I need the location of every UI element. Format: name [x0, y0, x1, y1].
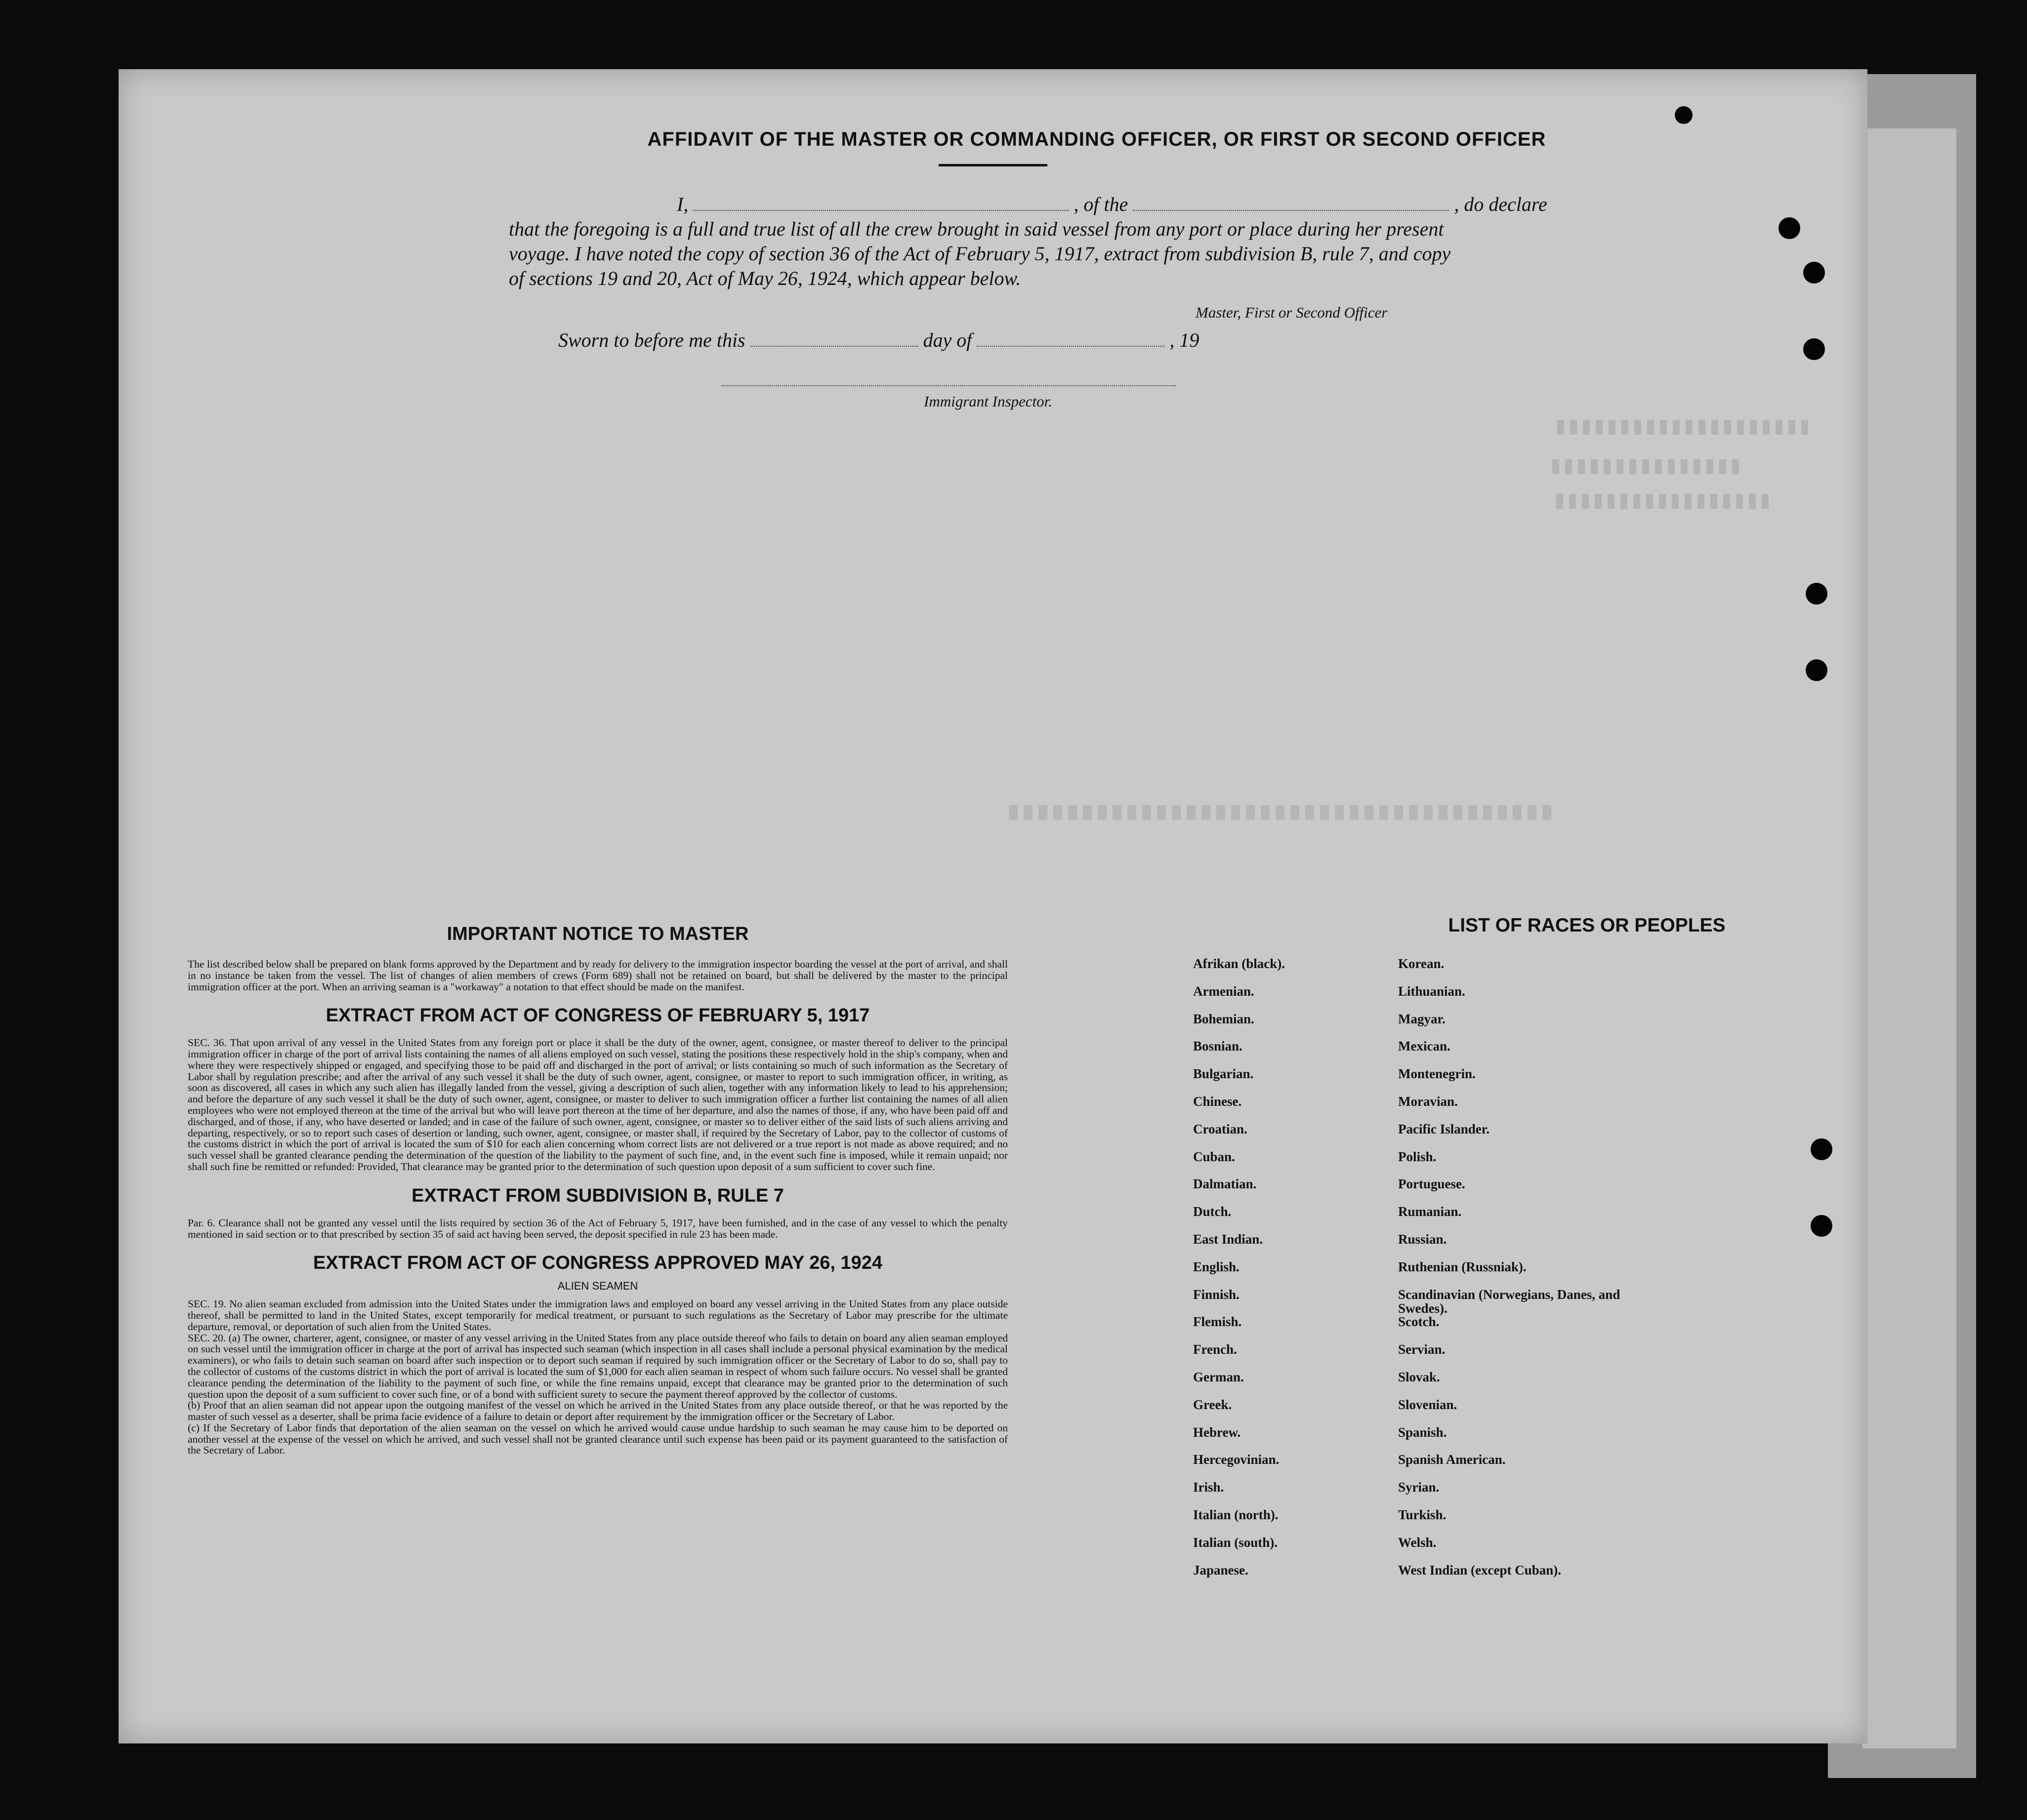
- bleed-through-mark: [1551, 459, 1739, 474]
- race-item: Bulgarian.: [1193, 1066, 1254, 1082]
- extract-1917-sec36: SEC. 36. That upon arrival of any vessel in the United States from any foreign port or place it shall be the duty of the owner, agent, consignee, or master thereof to deliver to the principal immigration officer in charge of the port of arrival lists containing the names of all aliens employed on such vessel, stating the positions these respectively hold in the ship's company, when and where they were respectively shipped or engaged, and specifying those to be paid off and discharged in the port of arrival; or lists containing so much of such information as the Secretary of Labor shall by regulation prescribe; and after the arrival of any such vessel it shall be the duty of such owner, agent, consignee, or master to report to such immigration officer, in writing, as soon as discovered, all cases in which any such alien has illegally landed from the vessel, giving a description of such alien, together with any information likely to lead to his apprehension; and before the departure of any such vessel it shall be the duty of such owner, agent, consignee, or master to deliver to such immigration officer a further list containing the names of all alien employees who were not employed thereon at the time of the arrival but who will leave port thereon at the time of her departure, and also the names of those, if any, who have been paid off and discharged, and of those, if any, who have deserted or landed; and in case of the failure of such owner, agent, consignee, or master so to deliver either of the said lists of such aliens arriving and departing, respectively, or so to report such cases of desertion or landing, such owner, agent, consignee, or master shall, if required by the Secretary of Labor, pay to the collector of customs of the customs district in which the port of arrival is located the sum of $10 for each alien concerning whom correct lists are not delivered or a true report is not made as above required; and no such vessel shall be granted clearance pending the determination of the question of the liability to the payment of such fine, and, in the event such fine is imposed, while it remain unpaid; nor shall such fine be remitted or refunded: Provided, That clearance may be granted prior to the determination of such question upon deposit of a sum sufficient to cover such fine.: [188, 1037, 1008, 1173]
- sworn-label: Sworn to before me this: [558, 329, 745, 351]
- vessel-name-blank: [1133, 210, 1449, 211]
- punch-hole: [1803, 262, 1825, 283]
- affidavit-declare: , do declare: [1454, 193, 1547, 215]
- race-item: Flemish.: [1193, 1314, 1242, 1330]
- race-item: Rumanian.: [1398, 1204, 1462, 1219]
- race-item: English.: [1193, 1259, 1240, 1274]
- affidavit-of-the: , of the: [1074, 193, 1128, 215]
- race-item: Slovak.: [1398, 1369, 1440, 1384]
- race-item: Greek.: [1193, 1397, 1232, 1412]
- sworn-day-blank: [750, 346, 918, 347]
- races-right-column: [1398, 957, 1625, 1590]
- master-signature-label: Master, First or Second Officer: [1196, 304, 1388, 321]
- race-item: Portuguese.: [1398, 1176, 1465, 1192]
- race-item: Lithuanian.: [1398, 983, 1465, 999]
- bleed-through-mark: [1008, 805, 1551, 820]
- affidavit-line-3: voyage. I have noted the copy of section 36 of the Act of February 5, 1917, extract from subdivision B, rule 7, and copy: [509, 243, 1451, 265]
- race-item: Hercegovinian.: [1193, 1452, 1280, 1467]
- punch-hole: [1675, 106, 1693, 124]
- race-item: Scandinavian (Norwegians, Danes, and Swedes).: [1398, 1287, 1620, 1316]
- races-title: LIST OF RACES OR PEOPLES: [1448, 915, 1726, 936]
- race-item: Afrikan (black).: [1193, 956, 1285, 971]
- extract-1924-sec20a: SEC. 20. (a) The owner, charterer, agent, consignee, or master of any vessel arriving in the United States from any place outside thereof who fails to detain on board any alien seaman employed on such vessel until the immigration officer in charge at the port of arrival has inspected such seaman (which inspection in all cases shall include a personal physical examination by the medical examiners), or who fails to detain such seaman on board after such inspection or to deport such seaman if required by such immigration officer or the Secretary of Labor to do so, shall pay to the collector of customs of the customs district in which the port of arrival is located the sum of $1,000 for each alien seaman in respect of whom such failure occurs. No vessel shall be granted clearance pending the determination of the liability to the payment of such fine, or while the fine remains unpaid, except that clearance may be granted prior to the determination of such question upon the deposit of a sum sufficient to cover such fine, or of a bond with sufficient surety to secure the payment thereof approved by the collector of customs.: [188, 1332, 1008, 1400]
- extract-1924-subtitle: ALIEN SEAMEN: [557, 1280, 638, 1293]
- race-item: Polish.: [1398, 1149, 1437, 1164]
- race-item: Russian.: [1398, 1231, 1447, 1247]
- punch-hole: [1811, 1138, 1832, 1160]
- punch-hole: [1806, 583, 1827, 605]
- race-item: Chinese.: [1193, 1093, 1242, 1109]
- notice-title: IMPORTANT NOTICE TO MASTER: [447, 924, 749, 944]
- race-item: Montenegrin.: [1398, 1066, 1476, 1082]
- race-item: Bohemian.: [1193, 1011, 1254, 1026]
- race-item: Korean.: [1398, 956, 1445, 971]
- subdivision-b-title: EXTRACT FROM SUBDIVISION B, RULE 7: [412, 1185, 784, 1206]
- underlying-sheet-edge: [1862, 128, 1956, 1748]
- affidavit-line-2: that the foregoing is a full and true list of all the crew brought in said vessel from any port or place during her present: [509, 218, 1444, 240]
- race-item: Welsh.: [1398, 1535, 1437, 1550]
- race-item: Spanish American.: [1398, 1452, 1506, 1467]
- punch-hole: [1803, 338, 1825, 360]
- race-item: Turkish.: [1398, 1507, 1447, 1522]
- notice-text: The list described below shall be prepared on blank forms approved by the Department and by ready for delivery to the immigration inspector boarding the vessel at the port of arrival, and shall in no instance be taken from the vessel. The list of changes of alien members of crews (Form 689) shall not be retained on board, but shall be delivered by the master to the principal immigration officer at the port. When an arriving seaman is a "workaway" a notation to that effect should be made on the manifest.: [188, 958, 1008, 993]
- bleed-through-mark: [1551, 494, 1769, 509]
- affidavit-title: AFFIDAVIT OF THE MASTER OR COMMANDING OFFICER, OR FIRST OR SECOND OFFICER: [647, 128, 1546, 150]
- sworn-line: [558, 328, 1199, 352]
- race-item: Finnish.: [1193, 1287, 1240, 1302]
- extract-1924-sec19: SEC. 19. No alien seaman excluded from admission into the United States under the immigration laws and employed on board any vessel arriving in the United States from any place outside thereof, shall be permitted to land in the United States, except temporarily for medical treatment, or pursuant to such regulations as the Secretary of Labor may prescribe for the ultimate departure, removal, or deportation of such alien from the United States.: [188, 1298, 1008, 1333]
- race-item: Italian (north).: [1193, 1507, 1279, 1522]
- race-item: Hebrew.: [1193, 1424, 1241, 1440]
- race-item: Cuban.: [1193, 1149, 1235, 1164]
- notice-column: [188, 924, 1008, 1456]
- race-item: Magyar.: [1398, 1011, 1446, 1026]
- title-divider: [939, 164, 1047, 166]
- race-item: West Indian (except Cuban).: [1398, 1562, 1562, 1577]
- affidavit-line-1: [509, 193, 1547, 216]
- race-item: French.: [1193, 1342, 1237, 1357]
- bleed-through-mark: [1551, 420, 1808, 435]
- race-item: Scotch.: [1398, 1314, 1440, 1330]
- document-page: [119, 69, 1867, 1743]
- race-item: Slovenian.: [1398, 1397, 1457, 1412]
- extract-1924-title: EXTRACT FROM ACT OF CONGRESS APPROVED MAY 26, 1924: [313, 1253, 883, 1274]
- race-item: Syrian.: [1398, 1480, 1440, 1495]
- day-of-label: day of: [923, 329, 972, 351]
- race-item: Croatian.: [1193, 1121, 1247, 1136]
- race-item: Dutch.: [1193, 1204, 1232, 1219]
- inspector-signature-blank: [721, 385, 1176, 386]
- race-item: Ruthenian (Russniak).: [1398, 1259, 1527, 1274]
- race-item: Servian.: [1398, 1342, 1446, 1357]
- race-item: Mexican.: [1398, 1039, 1450, 1054]
- race-item: Spanish.: [1398, 1424, 1447, 1440]
- race-item: Armenian.: [1193, 983, 1254, 999]
- punch-hole: [1806, 659, 1827, 681]
- affidavit-i: I,: [677, 193, 689, 215]
- race-item: Moravian.: [1398, 1093, 1458, 1109]
- extract-1924-sec20b: (b) Proof that an alien seaman did not appear upon the outgoing manifest of the vessel on which he arrived in the United States from any place outside thereof, or that he was reported by the master of such vessel as a deserter, shall be prima facie evidence of a failure to detain or deport after requirement by the immigration officer or the Secretary of Labor.: [188, 1399, 1008, 1423]
- affidavit-line-4: of sections 19 and 20, Act of May 26, 1924, which appear below.: [509, 267, 1021, 289]
- punch-hole: [1811, 1215, 1832, 1237]
- sworn-month-blank: [977, 346, 1164, 347]
- race-item: Irish.: [1193, 1480, 1224, 1495]
- officer-name-blank: [693, 210, 1069, 211]
- extract-1924-sec20c: (c) If the Secretary of Labor finds that deportation of the alien seaman on the vessel on which he arrived would cause undue hardship to such seaman he may cause him to be deported on another vessel at the expense of the vessel on which he arrived, and such vessel shall not be granted clearance until such expense has been paid or its payment guaranteed to the satisfaction of the Secretary of Labor.: [188, 1421, 1008, 1456]
- race-item: East Indian.: [1193, 1231, 1263, 1247]
- inspector-label: Immigrant Inspector.: [924, 393, 1053, 410]
- race-item: Italian (south).: [1193, 1535, 1278, 1550]
- subdivision-b-text: Par. 6. Clearance shall not be granted any vessel until the lists required by section 36 of the Act of February 5, 1917, have been furnished, and in the case of any vessel to which the penalty mentioned in said section or to that prescribed by section 35 of said act having been served, the deposit specified in rule 23 has been made.: [188, 1216, 1008, 1240]
- races-left-column: [1193, 957, 1401, 1590]
- year-prefix: , 19: [1169, 329, 1200, 351]
- race-item: Japanese.: [1193, 1562, 1248, 1577]
- extract-1917-title: EXTRACT FROM ACT OF CONGRESS OF FEBRUARY 5, 1917: [326, 1005, 870, 1026]
- race-item: Bosnian.: [1193, 1039, 1242, 1054]
- race-item: German.: [1193, 1369, 1244, 1384]
- race-item: Pacific Islander.: [1398, 1121, 1489, 1136]
- race-item: Dalmatian.: [1193, 1176, 1257, 1192]
- punch-hole: [1779, 217, 1800, 239]
